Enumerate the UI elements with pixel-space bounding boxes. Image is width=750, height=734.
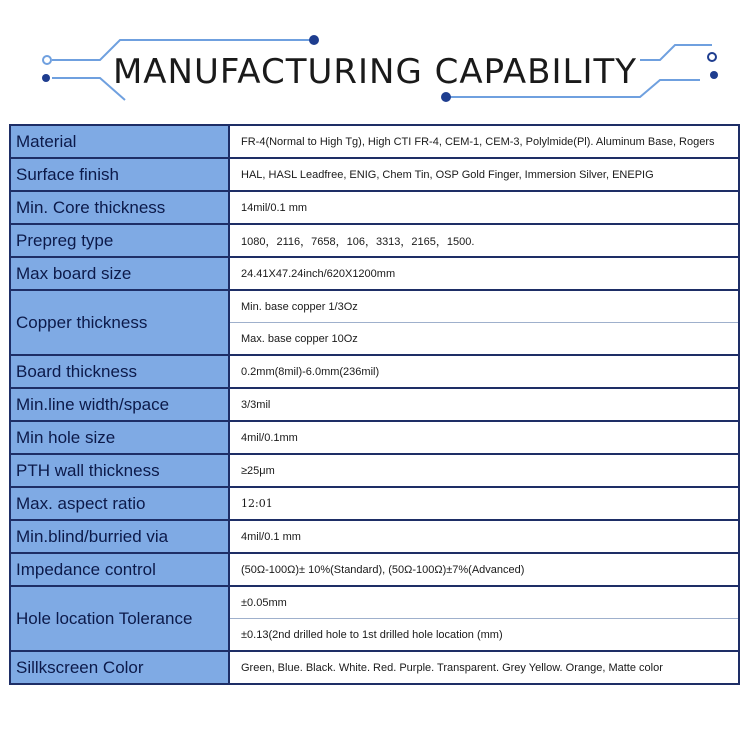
row-label: Min. Core thickness [10,191,229,224]
table-row [10,487,739,520]
capability-table [9,124,740,685]
circuit-dot [309,35,319,45]
row-value: 3/3mil [229,388,739,421]
row-value: HAL, HASL Leadfree, ENIG, Chem Tin, OSP Gold Finger, Immersion Silver, ENEPIG [229,158,739,191]
table-row [10,388,739,421]
row-label: PTH wall thickness [10,454,229,487]
row-label: Surface finish [10,158,229,191]
table-row [10,651,739,684]
table-row [10,224,739,257]
header [0,0,750,120]
row-label: Hole location Tolerance [10,586,229,651]
row-value: Min. base copper 1/3Oz [229,290,739,323]
row-value: Green, Blue. Black. White. Red. Purple. Transparent. Grey Yellow. Orange, Matte color [229,651,739,684]
row-value: FR-4(Normal to High Tg), High CTI FR-4, CEM-1, CEM-3, Polylmide(Pl). Aluminum Base, Rogers [229,125,739,158]
row-label: Impedance control [10,553,229,586]
table-row [10,290,739,323]
table-row [10,553,739,586]
row-label: Copper thickness [10,290,229,355]
table-row [10,257,739,290]
row-label: Prepreg type [10,224,229,257]
table-row [10,355,739,388]
table-row [10,421,739,454]
table-row [10,454,739,487]
row-value: Max. base copper 10Oz [229,323,739,356]
row-label: Material [10,125,229,158]
row-value: 12:01 [229,487,739,520]
row-value: 14mil/0.1 mm [229,191,739,224]
table-row [10,520,739,553]
table-row [10,125,739,158]
row-value: ±0.13(2nd drilled hole to 1st drilled hole location (mm) [229,619,739,652]
row-value: ≥25μm [229,454,739,487]
table-row [10,158,739,191]
row-label: Min hole size [10,421,229,454]
row-label: Min.blind/burried via [10,520,229,553]
page-title: MANUFACTURING CAPABILITY [112,52,638,92]
row-value: 4mil/0.1 mm [229,520,739,553]
row-label: Min.line width/space [10,388,229,421]
row-value: 24.41X47.24inch/620X1200mm [229,257,739,290]
row-value: 0.2mm(8mil)-6.0mm(236mil) [229,355,739,388]
table-row [10,586,739,619]
table-row [10,191,739,224]
row-value: ±0.05mm [229,586,739,619]
row-label: Max board size [10,257,229,290]
row-value: 4mil/0.1mm [229,421,739,454]
row-value: (50Ω-100Ω)± 10%(Standard), (50Ω-100Ω)±7%(Advanced) [229,553,739,586]
row-label: Sillkscreen Color [10,651,229,684]
row-label: Board thickness [10,355,229,388]
row-value: 1080，2116，7658，106，3313，2165，1500. [229,224,739,257]
row-label: Max. aspect ratio [10,487,229,520]
